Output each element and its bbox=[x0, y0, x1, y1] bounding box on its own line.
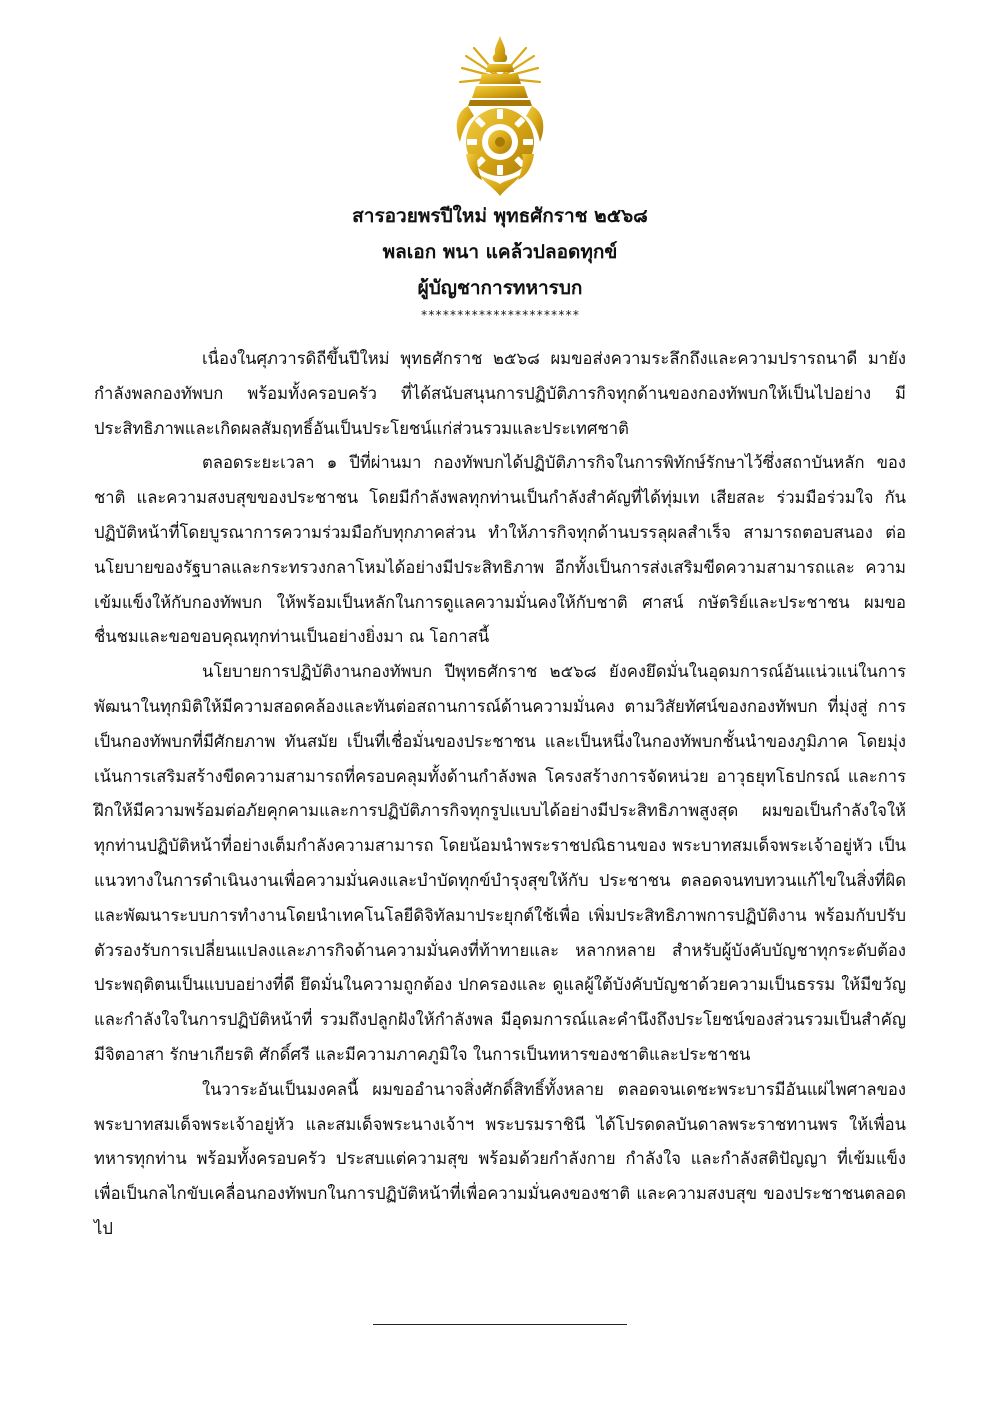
document-header bbox=[0, 198, 1000, 322]
document-title: สารอวยพรปีใหม่ พุทธศักราช ๒๕๖๘ bbox=[352, 205, 648, 227]
header-separator: ********************** bbox=[420, 308, 580, 322]
author-position: ผู้บัญชาการทหารบก bbox=[417, 277, 583, 299]
paragraph-3: นโยบายการปฏิบัติงานกองทัพบก ปีพุทธศักราช ๒๕๖๘ ยังคงยึดมั่นในอุดมการณ์อันแน่วแน่ในการ พัฒนาในทุกมิติให้มีความสอดคล้องและทันต่อสถานการณ์ด้านความมั่นคง ตามวิสัยทัศน์ของกองทัพบก ที่มุ่งสู่ การเป็นกองทัพบกที่มีศักยภาพ ทันสมัย เป็นที่เชื่อมั่นของประชาชน และเป็นหนึ่งในกองทัพบกชั้นนำของภูมิภาค โดยมุ่งเน้นการเสริมสร้างขีดความสามารถที่ครอบคลุมทั้งด้านกำลังพล โครงสร้างการจัดหน่วย อาวุธยุทโธปกรณ์ และการฝึกให้มีความพร้อมต่อภัยคุกคามและการปฏิบัติภารกิจทุกรูปแบบได้อย่างมีประสิทธิภาพสูงสุด ผมขอเป็นกำลังใจให้ทุกท่านปฏิบัติหน้าที่อย่างเต็มกำลังความสามารถ โดยน้อมนำพระราชปณิธานของ พระบาทสมเด็จพระเจ้าอยู่หัว เป็นแนวทางในการดำเนินงานเพื่อความมั่นคงและบำบัดทุกข์บำรุงสุขให้กับ ประชาชน ตลอดจนทบทวนแก้ไขในสิ่งที่ผิด และพัฒนาระบบการทำงานโดยนำเทคโนโลยีดิจิทัลมาประยุกต์ใช้เพื่อ เพิ่มประสิทธิภาพการปฏิบัติงาน พร้อมกับปรับตัวรองรับการเปลี่ยนแปลงและภารกิจด้านความมั่นคงที่ท้าทายและ หลากหลาย สำหรับผู้บังคับบัญชาทุกระดับต้องประพฤติตนเป็นแบบอย่างที่ดี ยึดมั่นในความถูกต้อง ปกครองและ ดูแลผู้ใต้บังคับบัญชาด้วยความเป็นธรรม ให้มีขวัญและกำลังใจในการปฏิบัติหน้าที่ รวมถึงปลูกฝังให้กำลังพล มีอุดมการณ์และคำนึงถึงประโยชน์ของส่วนรวมเป็นสำคัญ มีจิตอาสา รักษาเกียรติ ศักดิ์ศรี และมีความภาคภูมิใจ ในการเป็นทหารของชาติและประชาชน bbox=[94, 662, 906, 1064]
author-name: พลเอก พนา แคล้วปลอดทุกข์ bbox=[382, 241, 618, 263]
paragraph-1: เนื่องในศุภวารดิถีขึ้นปีใหม่ พุทธศักราช ๒๕๖๘ ผมขอส่งความระลึกถึงและความปรารถนาดี มายังกำลังพลกองทัพบก พร้อมทั้งครอบครัว ที่ได้สนับสนุนการปฏิบัติภารกิจทุกด้านของกองทัพบกให้เป็นไปอย่าง มีประสิทธิภาพและเกิดผลสัมฤทธิ์อันเป็นประโยชน์แก่ส่วนรวมและประเทศชาติ bbox=[94, 349, 906, 438]
royal-thai-army-emblem-icon bbox=[448, 34, 552, 198]
paragraph-4: ในวาระอันเป็นมงคลนี้ ผมขออำนาจสิ่งศักดิ์สิทธิ์ทั้งหลาย ตลอดจนเดชะพระบารมีอันแผ่ไพศาลของ พระบาทสมเด็จพระเจ้าอยู่หัว และสมเด็จพระนางเจ้าฯ พระบรมราชินี ได้โปรดดลบันดาลพระราชทานพร ให้เพื่อนทหารทุกท่าน พร้อมทั้งครอบครัว ประสบแต่ความสุข พร้อมด้วยกำลังกาย กำลังใจ และกำลังสติปัญญา ที่เข้มแข็ง เพื่อเป็นกลไกขับเคลื่อนกองทัพบกในการปฏิบัติหน้าที่เพื่อความมั่นคงของชาติ และความสงบสุข ของประชาชนตลอดไป bbox=[94, 1079, 906, 1238]
closing-divider bbox=[373, 1324, 627, 1325]
paragraph-2: ตลอดระยะเวลา ๑ ปีที่ผ่านมา กองทัพบกได้ปฏิบัติภารกิจในการพิทักษ์รักษาไว้ซึ่งสถาบันหลัก ของชาติ และความสงบสุขของประชาชน โดยมีกำลังพลทุกท่านเป็นกำลังสำคัญที่ได้ทุ่มเท เสียสละ ร่วมมือร่วมใจ กันปฏิบัติหน้าที่โดยบูรณาการความร่วมมือกับทุกภาคส่วน ทำให้ภารกิจทุกด้านบรรลุผลสำเร็จ สามารถตอบสนอง ต่อนโยบายของรัฐบาลและกระทรวงกลาโหมได้อย่างมีประสิทธิภาพ อีกทั้งเป็นการส่งเสริมขีดความสามารถและ ความเข้มแข็งให้กับกองทัพบก ให้พร้อมเป็นหลักในการดูแลความมั่นคงให้กับชาติ ศาสน์ กษัตริย์และประชาชน ผมขอชื่นชมและขอขอบคุณทุกท่านเป็นอย่างยิ่งมา ณ โอกาสนี้ bbox=[94, 453, 906, 647]
document-body bbox=[94, 342, 906, 1247]
